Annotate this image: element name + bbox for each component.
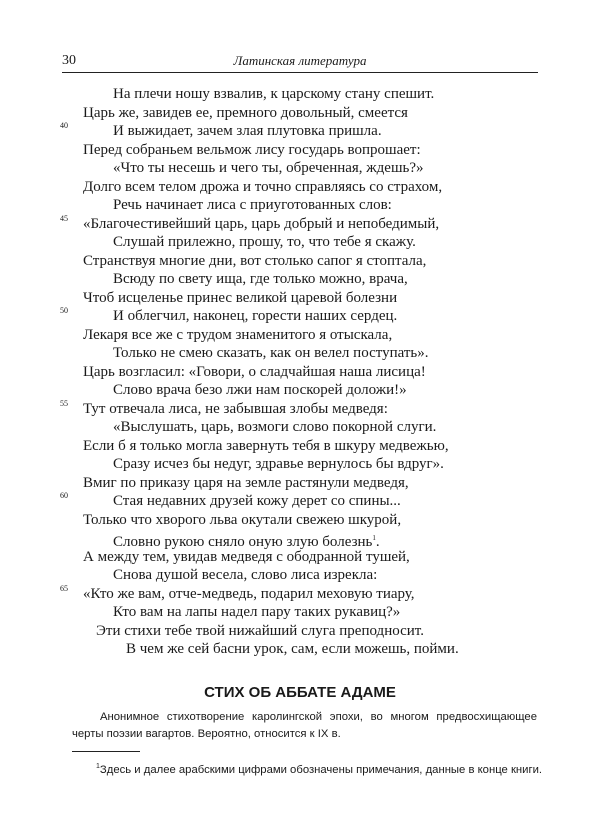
verse-text <box>83 326 392 345</box>
verse-line <box>0 344 600 363</box>
line-number: 50 <box>60 306 68 315</box>
line-number: 45 <box>60 213 68 223</box>
verse-text <box>83 141 421 160</box>
verse-line <box>0 159 600 178</box>
verse-text <box>83 215 439 234</box>
verse-line <box>0 585 600 604</box>
verse-text <box>83 474 409 493</box>
line-number: 55 <box>60 398 68 408</box>
verse-text <box>83 548 410 567</box>
verse-line <box>0 603 600 622</box>
verse-line <box>0 511 600 530</box>
verse-text <box>83 585 415 604</box>
verse-line <box>0 141 600 160</box>
section-heading: СТИХ ОБ АББАТЕ АДАМЕ <box>204 684 396 701</box>
verse-line <box>0 492 600 511</box>
line-number: 65 <box>60 583 68 593</box>
verse-line <box>0 289 600 308</box>
verse-text <box>113 344 429 363</box>
verse-line <box>0 252 600 271</box>
verse-text-content: Всюду по свету ища, где только можно, врача, <box>113 271 408 287</box>
footnote-ref: 1 <box>372 534 376 542</box>
verse-text-content: Речь начинает лиса с приуготованных слов: <box>113 197 392 213</box>
verse-text <box>113 418 436 437</box>
verse-line <box>0 307 600 326</box>
verse-text <box>113 159 424 178</box>
verse-text <box>83 178 442 197</box>
verse-text-content: Царь возгласил: «Говори, о сладчайшая наша лисица! <box>83 363 426 380</box>
verse-text-content: «Что ты несешь и чего ты, обреченная, ждешь?» <box>113 160 424 176</box>
verse-text-content: «Кто же вам, отче-медведь, подарил меховую тиару, <box>83 585 415 602</box>
verse-text <box>113 566 377 585</box>
verse-line <box>0 566 600 585</box>
verse-text <box>113 233 416 252</box>
verse-text <box>113 455 444 474</box>
verse-line <box>0 418 600 437</box>
verse-text-content: И выжидает, зачем злая плутовка пришла. <box>113 123 382 139</box>
verse-text <box>83 104 408 123</box>
verse-text-content: Тут отвечала лиса, не забывшая злобы медведя: <box>83 400 388 417</box>
verse-line <box>0 548 600 567</box>
verse-text-content: Кто вам на лапы надел пару таких рукавиц?» <box>113 604 401 620</box>
verse-text-content: Только не смею сказать, как он велел поступать». <box>113 345 429 361</box>
verse-text <box>113 307 397 326</box>
verse-text-content: Слушай прилежно, прошу, то, что тебе я скажу. <box>113 234 416 250</box>
verse-text-content: Перед собраньем вельмож лису государь вопрошает: <box>83 141 421 158</box>
verse-line <box>0 233 600 252</box>
verse-line <box>0 400 600 419</box>
footnote <box>96 763 542 776</box>
verse-line <box>0 437 600 456</box>
verse-line <box>0 270 600 289</box>
verse-text-content: «Благочестивейший царь, царь добрый и непобедимый, <box>83 215 440 232</box>
verse-text <box>126 640 459 659</box>
verse-text-content: Если б я только могла завернуть тебя в шкуру медвежью, <box>83 437 449 454</box>
verse-text-content: Лекаря все же с трудом знаменитого я отыскала, <box>83 326 393 343</box>
verse-text <box>83 289 397 308</box>
verse-text-content: «Выслушать, царь, возмоги слово покорной слуги. <box>113 419 437 435</box>
verse-line <box>0 104 600 123</box>
verse-text-content: Вмиг по приказу царя на земле растянули медведя, <box>83 474 409 491</box>
verse-text <box>83 363 426 382</box>
verse-text-content: Долго всем телом дрожа и точно справляясь со страхом, <box>83 178 443 195</box>
line-number: 60 <box>60 491 68 500</box>
verse-text <box>83 511 401 530</box>
verse-line <box>0 215 600 234</box>
verse-line <box>0 455 600 474</box>
verse-text-content: На плечи ношу взвалив, к царскому стану спешит. <box>113 86 435 102</box>
verse-text-content: В чем же сей басни урок, сам, если можешь, пойми. <box>126 641 459 657</box>
verse-text <box>113 381 407 400</box>
verse-text-content: Стая недавних друзей кожу дерет со спины... <box>113 493 401 509</box>
verse-line <box>0 85 600 104</box>
verse-text-content: Царь же, завидев ее, премного довольный, смеется <box>83 104 408 121</box>
verse-text <box>113 270 408 289</box>
header-rule <box>62 72 538 73</box>
verse-text-content: Сразу исчез бы недуг, здравье вернулось бы вдруг». <box>113 456 444 472</box>
verse-text-content: Снова душой весела, слово лиса изрекла: <box>113 567 378 583</box>
verse-line <box>0 640 600 659</box>
footnote-marker: 1 <box>96 763 100 770</box>
footnote-rule <box>72 751 140 752</box>
verse-line <box>0 178 600 197</box>
verse-text <box>83 400 388 419</box>
line-number: 40 <box>60 121 68 130</box>
verse-line <box>0 474 600 493</box>
verse-line <box>0 622 600 641</box>
footnote-text: Здесь и далее арабскими цифрами обозначены примечания, данные в конце книги. <box>99 763 543 776</box>
verse-line <box>0 326 600 345</box>
verse-text <box>113 196 392 215</box>
running-title: Латинская литература <box>233 53 367 68</box>
verse-text <box>83 437 449 456</box>
verse-line <box>0 363 600 382</box>
verse-line <box>0 122 600 141</box>
verse-text <box>96 622 424 641</box>
verse-line <box>0 196 600 215</box>
verse-text-content: И облегчил, наконец, горести наших сердец. <box>113 308 398 324</box>
verse-text: Словно рукою сняло оную злую болезнь$^1$. <box>113 534 380 550</box>
verse-text-content: Только что хворого льва окутали свежею шкурой, <box>83 511 402 528</box>
verse-text <box>83 252 426 271</box>
verse-text <box>113 122 382 141</box>
poem <box>0 85 600 659</box>
verse-text-content: А между тем, увидав медведя с ободранной тушей, <box>83 548 410 565</box>
verse-text-content: Слово врача безо лжи нам поскорей доложи!» <box>113 382 407 398</box>
verse-text <box>113 85 434 104</box>
page-number: 30 <box>62 53 76 68</box>
verse-line <box>0 381 600 400</box>
verse-line <box>0 529 600 548</box>
section-intro: Анонимное стихотворение каролингской эпохи, во многом предвосхищающее черты поэзии вагартов. Вероятно, относится к IX в. <box>72 711 537 740</box>
verse-text-content: Эти стихи тебе твой нижайший слуга преподносит. <box>96 622 424 639</box>
verse-text-content: Чтоб исцеленье принес великой царевой болезни <box>83 289 398 306</box>
verse-text <box>113 603 400 622</box>
verse-text <box>113 492 401 511</box>
verse-text-content: Странствуя многие дни, вот столько сапог я стоптала, <box>83 252 427 269</box>
verse-text-content: Словно рукою сняло оную злую болезнь <box>113 534 373 550</box>
